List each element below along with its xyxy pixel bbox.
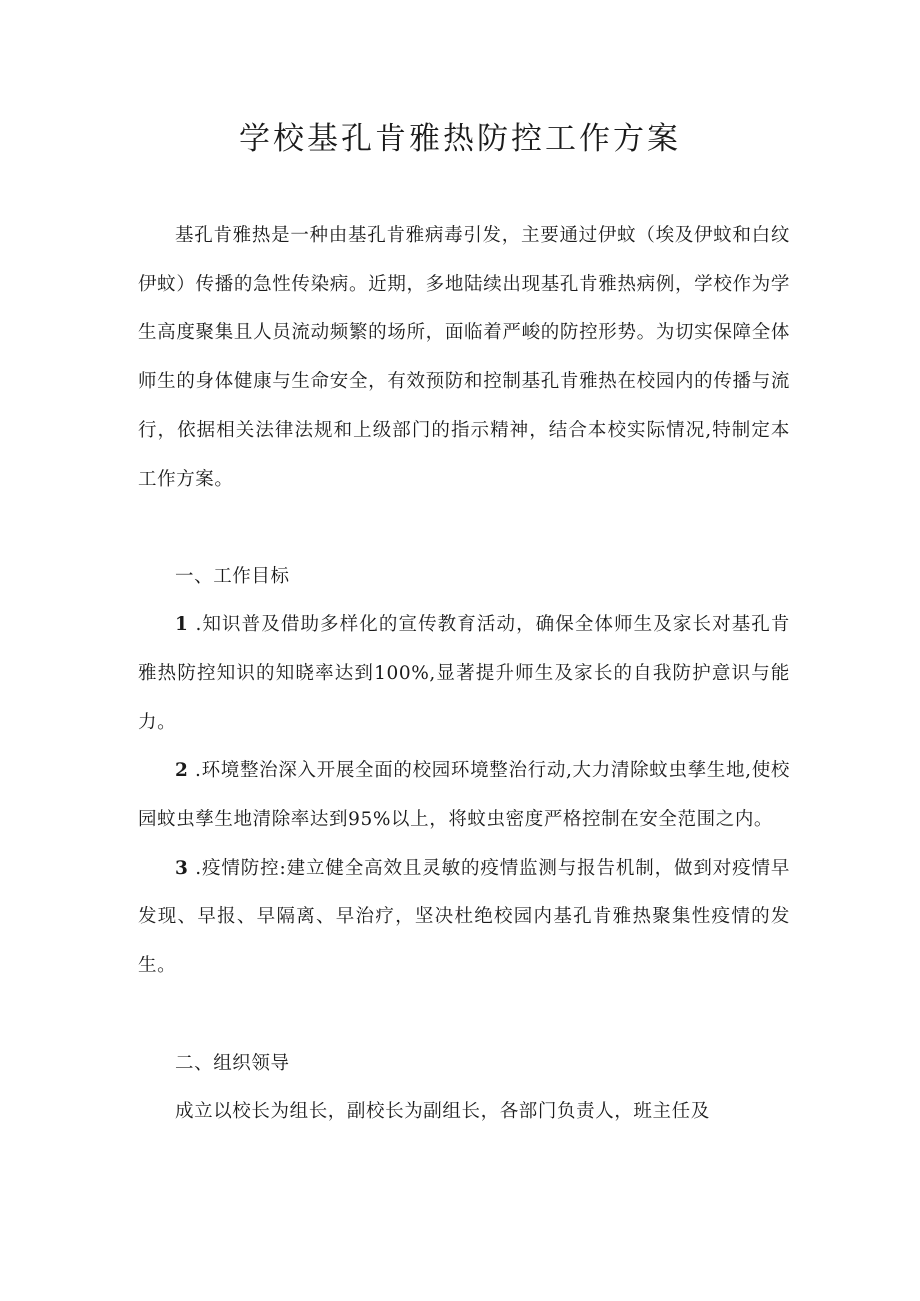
goal-item-2 bbox=[138, 747, 790, 844]
section-heading-goals: 一、工作目标 bbox=[175, 566, 290, 588]
section-heading-organization: 二、组织领导 bbox=[175, 1052, 290, 1074]
goal-item-text: .知识普及借助多样化的宣传教育活动，确保全体师生及家长对基孔肯雅热防控知识的知晓率达到100%,显著提升师生及家长的自我防护意识与能力。 bbox=[138, 614, 790, 733]
goal-item-text: .环境整治深入开展全面的校园环境整治行动,大力清除蚊虫孳生地,使校园蚊虫孳生地清除率达到95%以上，将蚊虫密度严格控制在安全范围之内。 bbox=[138, 760, 790, 831]
goal-item-number: 2 bbox=[175, 760, 189, 782]
goal-item-number: 1 bbox=[175, 614, 189, 636]
section-spacer bbox=[138, 504, 790, 553]
organization-paragraph: 成立以校长为组长，副校长为副组长，各部门负责人，班主任及 bbox=[175, 1100, 710, 1122]
document-body bbox=[138, 212, 790, 1137]
document-title: 学校基孔肯雅热防控工作方案 bbox=[239, 121, 681, 157]
goal-item-text: .疫情防控:建立健全高效且灵敏的疫情监测与报告机制，做到对疫情早发现、早报、早隔离、早治疗，坚决杜绝校园内基孔肯雅热聚集性疫情的发生。 bbox=[138, 857, 790, 977]
section-spacer bbox=[138, 991, 790, 1040]
goal-item-3 bbox=[138, 845, 790, 991]
intro-paragraph: 基孔肯雅热是一种由基孔肯雅病毒引发，主要通过伊蚊（埃及伊蚊和白纹伊蚊）传播的急性传染病。近期，多地陆续出现基孔肯雅热病例，学校作为学生高度聚集且人员流动频繁的场所，面临着严峻的防控形势。为切实保障全体师生的身体健康与生命安全，有效预防和控制基孔肯雅热在校园内的传播与流行，依据相关法律法规和上级部门的指示精神，结合本校实际情况,特制定本工作方案。 bbox=[138, 225, 790, 490]
goal-item-1 bbox=[138, 601, 790, 747]
goal-item-number: 3 bbox=[175, 857, 189, 879]
